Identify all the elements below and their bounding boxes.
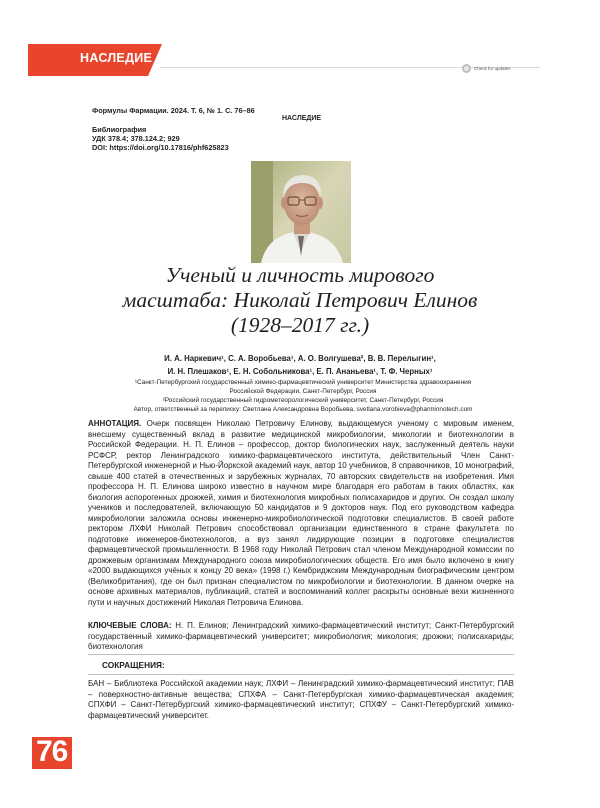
authors-line-2: И. Н. Плешаков¹, Е. Н. Собольникова¹, Е. П. Ананьева¹, Т. Ф. Черных¹ <box>167 367 433 376</box>
authors-line-1: И. А. Наркевич¹, С. А. Воробьева¹, А. О. Волгушева², В. В. Перелыгин¹, <box>164 354 436 363</box>
section-tag: НАСЛЕДИЕ <box>282 115 322 122</box>
abstract <box>88 419 514 608</box>
affiliation-1-line-1: ¹Санкт-Петербургский государственный химико-фармацевтический университет Министерства здравоохранения <box>134 379 472 386</box>
keywords <box>88 621 514 653</box>
portrait-photo <box>251 161 351 263</box>
keywords-label: КЛЮЧЕВЫЕ СЛОВА: <box>88 621 172 630</box>
page-number: 76 <box>36 735 68 768</box>
correspondence-note: Автор, ответственный за переписку: Светлана Александровна Воробьева, svetlana.vorobieva@pharminnotech.com <box>133 406 473 413</box>
article-title <box>60 263 540 338</box>
keywords-text: Н. П. Елинов; Ленинградский химико-фармацевтический институт; Санкт-Петербургский государственный химико-фармацевтический университет; микробиология; микология; дрожжи; полисахариды; биотехнология <box>88 621 514 651</box>
affiliation-2: ²Российский государственный гидрометеорологический университет, Санкт-Петербург, Россия <box>162 397 444 404</box>
check-for-updates-link[interactable] <box>462 64 511 73</box>
affiliation-1-line-2: Российской Федерации, Санкт-Петербург, Россия <box>229 387 377 395</box>
abbr-divider-bottom <box>88 674 514 675</box>
article-category: Библиография <box>92 125 147 134</box>
abbr-divider-top <box>88 654 514 655</box>
doi-link[interactable]: DOI: https://doi.org/10.17816/phf625823 <box>92 143 229 152</box>
abbreviations-text: БАН – Библиотека Российской академии наук; ЛХФИ – Ленинградский химико-фармацевтический институт; ПАВ – поверхностно-активные вещества; СПХФА – Санкт-Петербургская химико-фармацевтическая академия; СПХФИ – Санкт-Петербургский химико-фармацевтический институт; СПХФУ – Санкт-Петербургский химико-фармацевтический университет. <box>88 679 514 720</box>
affiliation-1 <box>88 379 518 396</box>
journal-citation: Формулы Фармации. 2024. Т. 6, № 1. С. 76–86 <box>92 106 255 115</box>
abbreviations-heading: СОКРАЩЕНИЯ: <box>102 660 165 670</box>
abstract-label: АННОТАЦИЯ. <box>88 419 142 428</box>
crossmark-icon <box>462 64 471 73</box>
section-banner-label: НАСЛЕДИЕ <box>80 51 153 65</box>
author-list <box>60 352 540 378</box>
title-line-2: масштаба: Николай Петрович Елинов <box>122 288 478 312</box>
check-for-updates-label: Check for updates <box>474 66 511 71</box>
udk-code: УДК 378.4; 378.124.2; 929 <box>92 134 180 143</box>
title-line-3: (1928–2017 гг.) <box>230 313 370 337</box>
abstract-text: Очерк посвящен Николаю Петровичу Елинову, выдающемуся ученому с мировым именем, внесшему существенный вклад в развитие медицинской микробиологии, микологии и биотехнологии в Российской Федерации. Н. П. Елинов – профессор, доктор биологических наук, заслуженный деятель науки РСФСР, ректор Ленинградского химико-фармацевтического института, действительный Член Санкт-Петербургской инженерной и Нью-Йоркской академий наук, автор 10 учебников, 8 справочников, 10 монографий, свыше 400 статей в отечественных и зарубежных журналах, 70 авторских свидетельств на изобретения. Имя профессора Н. П. Елинова широко известно в научном мире благодаря его работам в таких областях, как биология аспорогенных дрожжей, химия и биотехнология микробных полисахаридов и других. Он создал школу учеников и последователей, включающую 50 кандидатов и 9 докторов наук. Под его руководством кафедра микробиологии заложила основы инженерно-микробиологической подготовки специалистов. В своей работе ректором ЛХФИ Николай Петрович способствовал организации единственного в стране факультета по подготовке инженеров-биотехнологов, а вуз занял лидирующие позиции в подготовке специалистов фармацевтической промышленности. В 1968 году Николай Петрович стал членом Международной комиссии по дрожжевым организмам Международного союза микробиологических обществ. Его имя было включено в книгу «2000 выдающихся учёных к концу 20 века» (1998 г.) Кембриджским Международным биографическим центром (Великобритания), где он был признан специалистом по микробиологии и биотехнологии. В данном очерке на основе архивных материалов, публикаций, статей и воспоминаний коллег раскрыты основные вехи жизненного пути и научных достижений Николая Петровича Елинова. <box>88 419 514 607</box>
title-line-1: Ученый и личность мирового <box>165 263 435 287</box>
